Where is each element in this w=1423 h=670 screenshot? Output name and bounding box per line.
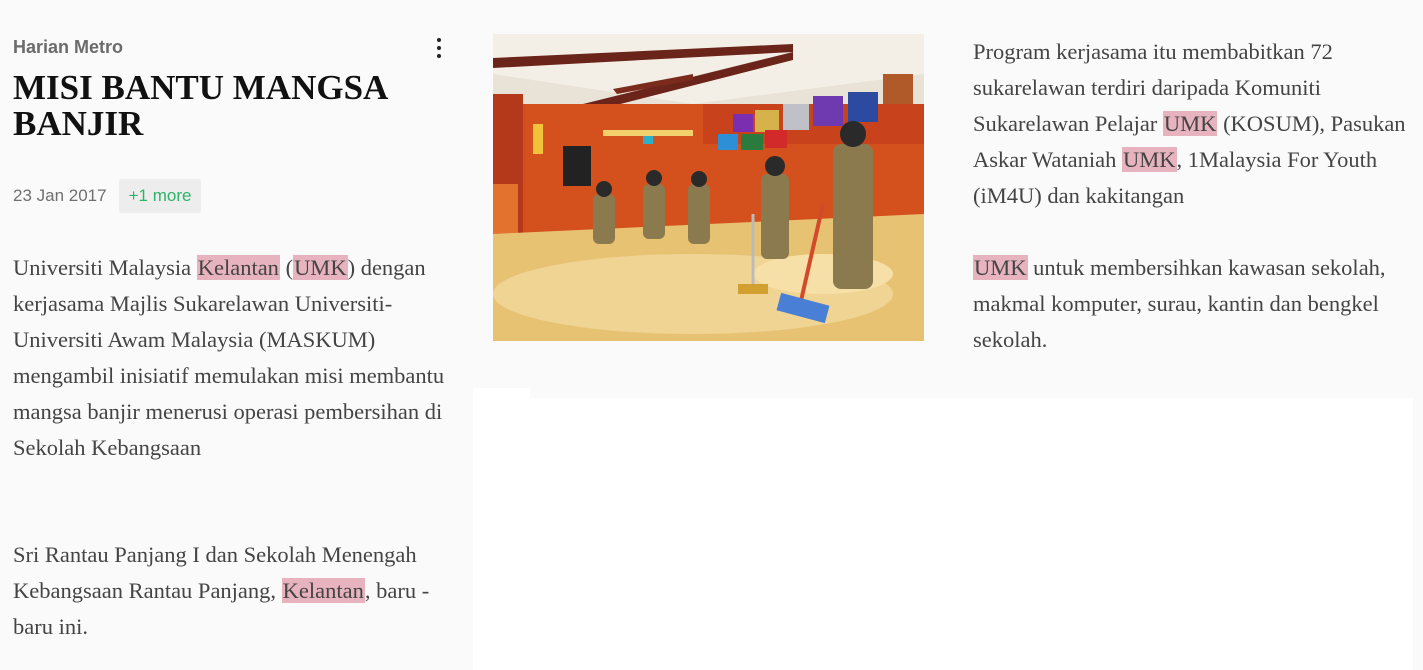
highlighted-term[interactable]: UMK	[974, 255, 1027, 280]
paragraph-text: ) dengan kerjasama Majlis Sukarelawan Universiti-Universiti Awam Malaysia (MASKUM) mengambil inisiatif memulakan misi membantu mangsa banjir menerusi operasi pembersihan di Sekolah Kebangsaan	[13, 255, 445, 460]
highlighted-term[interactable]: UMK	[1163, 111, 1217, 136]
left-column	[0, 0, 473, 670]
paragraph-text: Sri Rantau Panjang I dan Sekolah Menengah Kebangsaan Rantau Panjang,	[13, 542, 417, 603]
highlighted-term[interactable]: Kelantan	[197, 255, 279, 280]
paragraph-left-2	[13, 537, 463, 645]
empty-panel	[473, 388, 1413, 670]
highlighted-term[interactable]: Kelantan	[282, 578, 364, 603]
meta-row	[13, 179, 201, 213]
paragraph-text: Program kerjasama itu membabitkan 72 sukarelawan terdiri daripada Komuniti Sukarelawan Pelajar	[973, 39, 1333, 136]
panel-edge	[530, 388, 1413, 398]
highlighted-term[interactable]: UMK	[1122, 147, 1176, 172]
headline[interactable]: MISI BANTU MANGSA BANJIR	[13, 68, 387, 143]
article-photo[interactable]	[493, 34, 924, 341]
paragraph-text: , 1Malaysia For Youth (iM4U) dan kakitangan	[973, 147, 1378, 208]
more-vert-icon[interactable]	[428, 34, 450, 62]
source-name[interactable]: Harian Metro	[13, 37, 124, 57]
paragraph-right-2	[973, 250, 1413, 358]
paragraph-text: Universiti Malaysia	[13, 255, 197, 280]
date: 23 Jan 2017	[13, 186, 107, 205]
more-tags-chip[interactable]: +1 more	[119, 179, 202, 213]
paragraph-text: (KOSUM), Pasukan Askar Wataniah	[973, 111, 1406, 172]
paragraph-text: untuk membersihkan kawasan sekolah, makmal komputer, surau, kantin dan bengkel sekolah.	[973, 255, 1386, 352]
paragraph-left-1	[13, 250, 463, 466]
paragraph-right-1	[973, 34, 1413, 214]
paragraph-text: , baru - baru ini.	[13, 578, 430, 639]
paragraph-text: (	[279, 255, 294, 280]
highlighted-term[interactable]: UMK	[294, 255, 347, 280]
